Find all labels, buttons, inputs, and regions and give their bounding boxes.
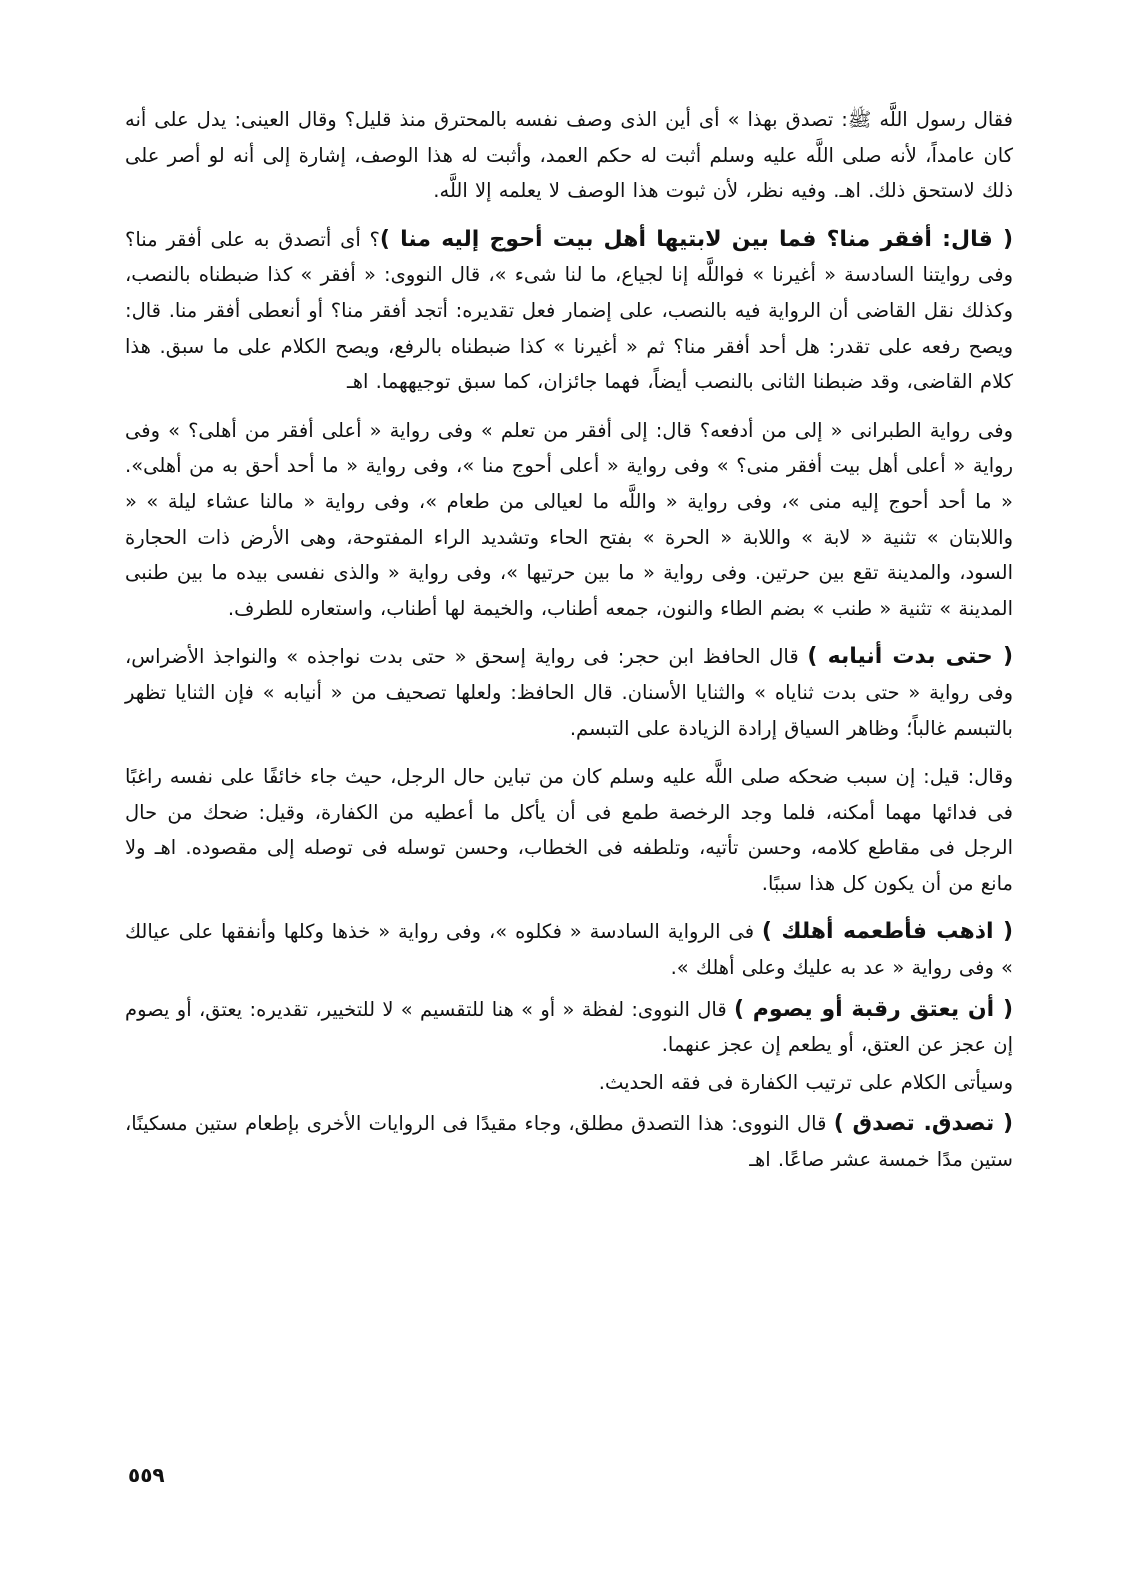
paragraph-4 [125, 639, 1013, 746]
paragraph-9-heading: ( تصدق. تصدق ) [833, 1111, 1013, 1137]
paragraph-3-text: وفى رواية الطبرانى « إلى من أدفعه؟ قال: إلى أفقر من تعلم » وفى رواية « أعلى أفقر من أهلى؟ » وفى رواية « أعلى أهل بيت أفقر منى؟ » وفى رواية « أعلى أحوج منا »، وفى رواية « ما أحد أحق به من أهلى». « ما أحد أحوج إليه منى »، وفى رواية « واللَّه ما لعيالى من طعام »، وفى رواية « مالنا عشاء ليلة » « واللابتان » تثنية « لابة » واللابة « الحرة » بفتح الحاء وتشديد الراء المفتوحة، وهى الأرض ذات الحجارة السود، والمدينة تقع بين حرتين. وفى رواية « ما بين حرتيها »، وفى رواية « والذى نفسى بيده ما بين طنبى المدينة » تثنية « طنب » بضم الطاء والنون، جمعه أطناب، والخيمة لها أطناب، واستعاره للطرف. [125, 418, 1013, 620]
paragraph-2-text: ؟ أى أتصدق به على أفقر منا؟ وفى روايتنا السادسة « أغيرنا » فواللَّه إنا لجياع، ما لنا شىء »، قال النووى: « أفقر » كذا ضبطناه بالنصب، وكذلك نقل القاضى أن الرواية فيه بالنصب، على إضمار فعل تقديره: أتجد أفقر منا؟ أو أنعطى أفقر منا. قال: ويصح رفعه على تقدر: هل أحد أفقر منا؟ ثم « أغيرنا » كذا ضبطناه بالرفع، ويصح الكلام على ما سبق. هذا كلام القاضى، وقد ضبطنا الثانى بالنصب أيضاً، فهما جائزان، كما سبق توجيههما. اهـ [125, 227, 1013, 394]
page-number: ٥٥٩ [128, 1463, 165, 1487]
paragraph-5-text: وقال: قيل: إن سبب ضحكه صلى اللَّه عليه وسلم كان من تباين حال الرجل، حيث جاء خائفًا على نفسه راغبًا فى فدائها مهما أمكنه، فلما وجد الرخصة طمع فى أن يأكل ما أعطيه من الكفارة، وقيل: ضحك من حال الرجل فى مقاطع كلامه، وحسن تأتيه، وتلطفه فى الخطاب، وحسن توسله فى توصله إلى مقصوده. اهـ ولا مانع من أن يكون كل هذا سببًا. [125, 765, 1013, 895]
paragraph-1 [125, 102, 1013, 209]
paragraph-4-text: قال الحافظ ابن حجر: فى رواية إسحق « حتى بدت نواجذه » والنواجذ الأضراس، وفى رواية « حتى بدت ثناياه » والثنايا الأسنان. قال الحافظ: ولعلها تصحيف من « أنيابه » فإن الثنايا تظهر بالتبسم غالباً؛ وظاهر السياق إرادة الزيادة على التبسم. [125, 645, 1013, 740]
paragraph-6-text: فى الرواية السادسة « فكلوه »، وفى رواية « خذها وكلها وأنفقها على عيالك » وفى رواية « عد به عليك وعلى أهلك ». [125, 920, 1013, 980]
paragraph-9 [125, 1106, 1013, 1177]
paragraph-3 [125, 413, 1013, 627]
paragraph-5 [125, 759, 1013, 901]
paragraph-8 [125, 1065, 1013, 1101]
paragraph-6-heading: ( اذهب فأطعمه أهلك ) [761, 919, 1014, 945]
paragraph-1-text: فقال رسول اللَّه ﷺ: تصدق بهذا » أى أين الذى وصف نفسه بالمحترق منذ قليل؟ وقال العينى: يدل على أنه كان عامداً، لأنه صلى اللَّه عليه وسلم أثبت له حكم العمد، وأثبت له هذا الوصف، إشارة إلى أنه لو أصر على ذلك لاستحق ذلك. اهـ. وفيه نظر، لأن ثبوت هذا الوصف لا يعلمه إلا اللَّه. [125, 108, 1013, 203]
paragraph-9-text: قال النووى: هذا التصدق مطلق، وجاء مقيدًا فى الروايات الأخرى بإطعام ستين مسكينًا، ستين مدًا خمسة عشر صاعًا. اهـ [125, 1112, 1013, 1172]
paragraph-2 [125, 222, 1013, 400]
paragraph-6 [125, 914, 1013, 985]
paragraph-7-text: قال النووى: لفظة « أو » هنا للتقسيم » لا للتخيير، تقديره: يعتق، أو يصوم إن عجز عن العتق، أو يطعم إن عجز عنهما. [125, 997, 1013, 1057]
paragraph-7 [125, 992, 1013, 1063]
paragraph-2-heading: ( قال: أفقر منا؟ فما بين لابتيها أهل بيت أحوج إليه منا ) [379, 226, 1013, 252]
paragraph-7-heading: ( أن يعتق رقبة أو يصوم ) [733, 996, 1013, 1022]
paragraph-8-text: وسيأتى الكلام على ترتيب الكفارة فى فقه الحديث. [598, 1070, 1013, 1094]
paragraph-4-heading: ( حتى بدت أنيابه ) [807, 644, 1014, 670]
book-page-body [125, 102, 1013, 1482]
